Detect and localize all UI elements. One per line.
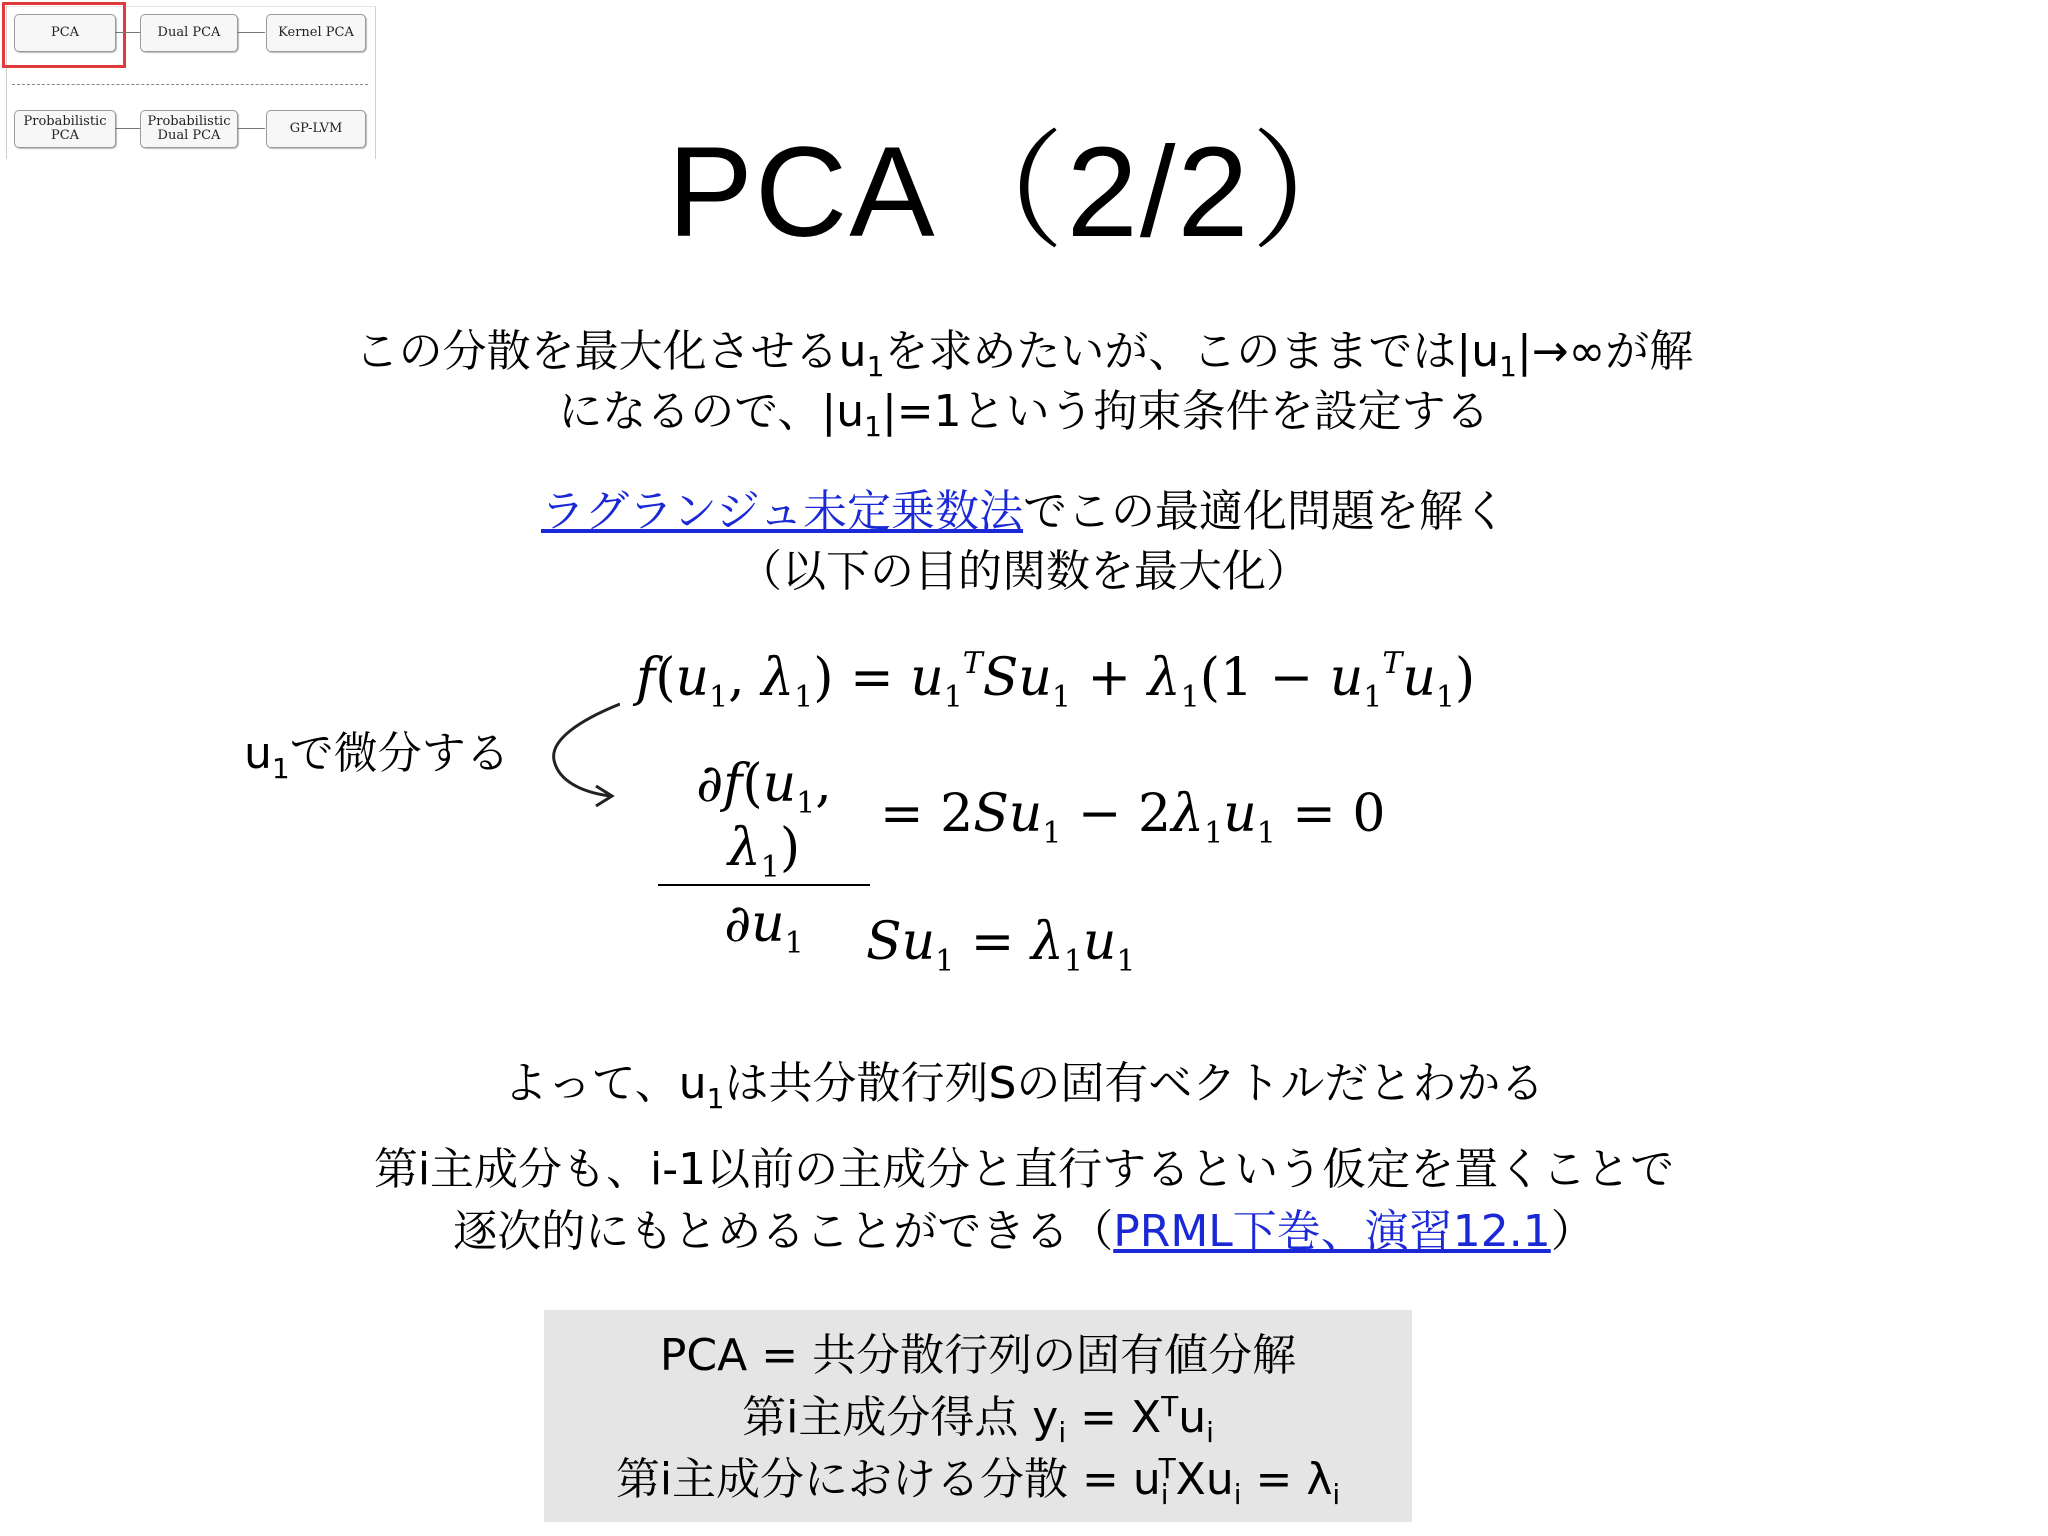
nav-probabilistic-pca[interactable]: Probabilistic PCA [14, 110, 116, 148]
nav-kernel-pca[interactable]: Kernel PCA [266, 14, 366, 52]
objective-function: $f(u_1$, $\lambda_1) = u_1^TSu_1 + \lambda_1(1 - u_1^Tu_1)$ [636, 646, 1476, 715]
prml-link[interactable]: PRML下巻、演習12.1 [1113, 1206, 1551, 1257]
lagrange-line-2: （以下の目的関数を最大化） [738, 546, 1310, 597]
summary-box [544, 1310, 1412, 1522]
nav-connector [115, 32, 140, 33]
summary-line-3: 第i主成分における分散 = $u_i^TXu_i = \lambda_i$ [615, 1452, 1341, 1511]
ith-component-line-2: 逐次的にもとめることができる（PRML下巻、演習12.1） [453, 1206, 1595, 1257]
intro-line-2: になるので、$|u_1|=1$という拘束条件を設定する [558, 386, 1490, 443]
nav-dual-pca[interactable]: Dual PCA [140, 14, 238, 52]
conclusion-line: よって、$u_1$は共分散行列Sの固有ベクトルだとわかる [503, 1058, 1545, 1115]
summary-line-2: 第i主成分得点 $y_i = X^Tu_i$ [742, 1390, 1214, 1449]
differentiate-label: $u_1$で微分する [244, 728, 510, 785]
nav-connector [237, 32, 265, 33]
curved-arrow-icon [540, 700, 620, 810]
summary-line-1: PCA = 共分散行列の固有値分解 [659, 1330, 1297, 1381]
derivative-rhs: = $2Su_1 - 2\lambda_1u_1 = 0$ [880, 784, 1386, 851]
nav-probabilistic-dual-pca[interactable]: Probabilistic Dual PCA [140, 110, 238, 148]
nav-gp-lvm[interactable]: GP-LVM [266, 110, 366, 148]
derivative-fraction [658, 752, 870, 961]
lagrange-line-1: ラグランジュ未定乗数法でこの最適化問題を解く [540, 486, 1508, 537]
ith-component-line-1: 第i主成分も、i-1以前の主成分と直行するという仮定を置くことで [373, 1144, 1675, 1195]
intro-line-1: この分散を最大化させる$u_1$を求めたいが、このままでは$|u_1|\to\infty$が解 [354, 326, 1694, 383]
slide-title: PCA（2/2） [667, 121, 1381, 264]
derivative-denominator: $\partial u_1$ [724, 894, 804, 961]
nav-pca[interactable]: PCA [14, 14, 116, 52]
nav-separator [12, 84, 368, 85]
lagrange-link[interactable]: ラグランジュ未定乗数法 [540, 486, 1024, 537]
eigen-equation: $Su_1 = \lambda_1u_1$ [866, 912, 1136, 979]
derivative-numerator: $\partial f(u_1$, $\lambda_1$) [696, 754, 832, 885]
